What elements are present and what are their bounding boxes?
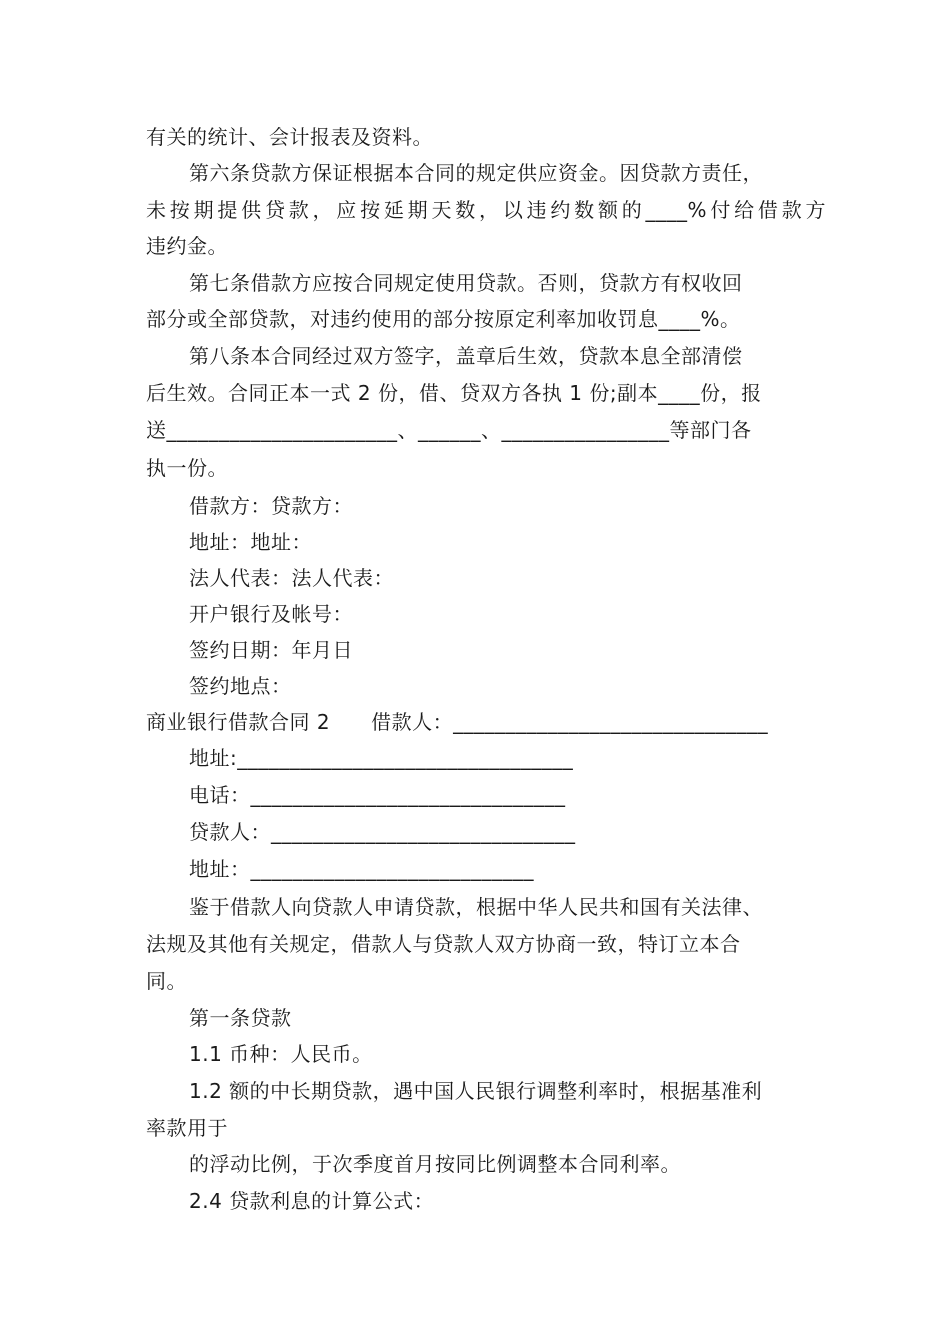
text-line: 1.2 额的中长期贷款，遇中国人民银行调整利率时，根据基准利	[189, 1079, 763, 1103]
text-line: 地址:________________________________	[189, 746, 574, 770]
text-line: 签约日期：年月日	[189, 638, 353, 662]
text-line: 商业银行借款合同 2 借款人：______________________________	[146, 710, 769, 734]
text-line: 第七条借款方应按合同规定使用贷款。否则，贷款方有权收回	[189, 271, 743, 295]
text-line: 执一份。	[146, 456, 228, 480]
text-line: 送______________________、______、________________等部门各	[146, 418, 752, 442]
text-line: 借款方：贷款方：	[189, 494, 353, 518]
text-line: 贷款人：_____________________________	[189, 820, 576, 844]
text-line: 第六条贷款方保证根据本合同的规定供应资金。因贷款方责任，	[189, 161, 763, 185]
text-line: 未按期提供贷款，应按延期天数，以违约数额的____%付给借款方	[146, 198, 826, 222]
text-line: 签约地点：	[189, 674, 292, 698]
text-line: 法人代表：法人代表：	[189, 566, 394, 590]
text-line: 开户银行及帐号：	[189, 602, 353, 626]
text-line: 电话：______________________________	[189, 783, 566, 807]
text-line: 后生效。合同正本一式 2 份，借、贷双方各执 1 份;副本____份，报	[146, 381, 762, 405]
text-line: 第八条本合同经过双方签字，盖章后生效，贷款本息全部清偿	[189, 344, 743, 368]
text-line: 鉴于借款人向贷款人申请贷款，根据中华人民共和国有关法律、	[189, 895, 763, 919]
text-line: 率款用于	[146, 1116, 228, 1140]
text-line: 法规及其他有关规定，借款人与贷款人双方协商一致，特订立本合	[146, 932, 741, 956]
text-line: 第一条贷款	[189, 1006, 292, 1030]
text-line: 地址：地址：	[189, 530, 312, 554]
text-line: 2.4 贷款利息的计算公式：	[189, 1189, 435, 1213]
text-line: 同。	[146, 969, 187, 993]
text-line: 违约金。	[146, 234, 228, 258]
text-line: 有关的统计、会计报表及资料。	[146, 125, 433, 149]
text-line: 1.1 币种：人民币。	[189, 1042, 373, 1066]
text-line: 地址：___________________________	[189, 857, 534, 881]
text-line: 部分或全部贷款，对违约使用的部分按原定利率加收罚息____%。	[146, 307, 741, 331]
text-line: 的浮动比例，于次季度首月按同比例调整本合同利率。	[189, 1152, 681, 1176]
